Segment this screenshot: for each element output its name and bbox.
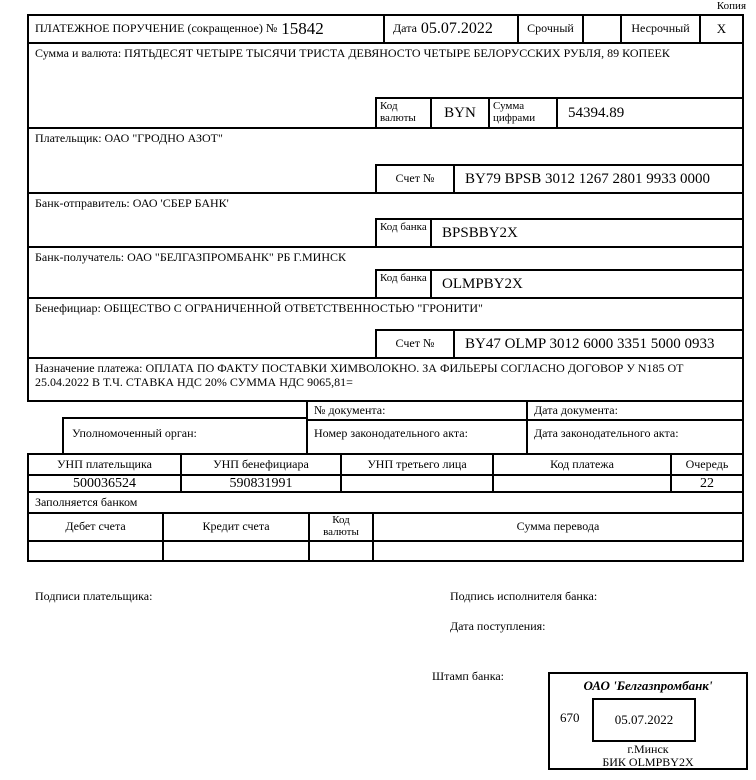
transfer-amount-header: Сумма перевода [372, 512, 744, 542]
copy-label: Копия [716, 0, 746, 12]
receipt-date-label: Дата поступления: [450, 619, 546, 633]
currency-code-header: Код валюты [308, 512, 374, 542]
bank-fill-label: Заполняется банком [27, 491, 744, 514]
date-label: Дата [393, 21, 417, 36]
purpose-section [27, 357, 744, 402]
authorized-body-cell: Уполномоченный орган: [62, 417, 308, 455]
payer-account-label: Счет № [375, 164, 455, 194]
date-value: 05.07.2022 [420, 20, 493, 37]
receiver-bank-line: Банк-получатель: ОАО "БЕЛГАЗПРОМБАНК" РБ Г.МИНСК [35, 250, 346, 264]
non-urgent-mark-cell: X [699, 14, 744, 44]
amount-figures-value: 54394.89 [556, 97, 744, 129]
payer-line: Плательщик: ОАО "ГРОДНО АЗОТ" [35, 131, 223, 145]
stamp-code: 670 [560, 710, 580, 725]
beneficiary-account-value: BY47 OLMP 3012 6000 3351 5000 0933 [453, 329, 744, 359]
bank-stamp [548, 672, 748, 770]
stamp-bik: БИК OLMPBY2X [602, 755, 694, 769]
bank-stamp-label: Штамп банка: [432, 669, 504, 683]
act-date-cell: Дата законодательного акта: [526, 419, 744, 455]
bank-executor-signature-label: Подпись исполнителя банка: [450, 589, 598, 603]
currency-code-label: Код валюты [375, 97, 432, 129]
sender-bank-line: Банк-отправитель: ОАО 'СБЕР БАНК' [35, 196, 229, 210]
unp-header-payer: УНП плательщика [27, 453, 182, 476]
receiver-bank-code-label: Код банка [375, 269, 432, 299]
payment-purpose: Назначение платежа: ОПЛАТА ПО ФАКТУ ПОСТАВКИ ХИМВОЛОКНО. ЗА ФИЛЬЕРЫ СОГЛАСНО ДОГОВОР У N185 ОТ 25.04.2022 В Т.Ч. СТАВКА НДС 20% СУММА НДС 9065,81= [35, 361, 684, 389]
debit-account-value [27, 540, 164, 562]
stamp-bank-name: ОАО 'Белгазпромбанк' [583, 678, 713, 693]
unp-value-queue: 22 [670, 474, 744, 493]
order-number: 15842 [281, 19, 324, 38]
stamp-city: г.Минск [627, 742, 669, 756]
stamp-date-box: 05.07.2022 [592, 698, 696, 742]
unp-header-beneficiary: УНП бенефициара [180, 453, 342, 476]
unp-value-beneficiary: 590831991 [180, 474, 342, 493]
currency-code-value: BYN [430, 97, 490, 129]
payer-account-value: BY79 BPSB 3012 1267 2801 9933 0000 [453, 164, 744, 194]
beneficiary-account-label: Счет № [375, 329, 455, 359]
payment-order-title: ПЛАТЕЖНОЕ ПОРУЧЕНИЕ (сокращенное) № [35, 21, 278, 36]
credit-account-value [162, 540, 310, 562]
unp-header-payment-code: Код платежа [492, 453, 672, 476]
amount-words: Сумма и валюта: ПЯТЬДЕСЯТ ЧЕТЫРЕ ТЫСЯЧИ ТРИСТА ДЕВЯНОСТО ЧЕТЫРЕ БЕЛОРУССКИХ РУБЛЯ, 89 КОПЕЕК [35, 46, 670, 60]
doc-date-cell: Дата документа: [526, 400, 744, 421]
credit-account-header: Кредит счета [162, 512, 310, 542]
payer-signatures-label: Подписи плательщика: [35, 589, 153, 603]
unp-value-payer: 500036524 [27, 474, 182, 493]
sender-bank-code-value: BPSBBY2X [430, 218, 744, 248]
header-date-cell [383, 14, 519, 44]
unp-header-queue: Очередь [670, 453, 744, 476]
beneficiary-line: Бенефициар: ОБЩЕСТВО С ОГРАНИЧЕННОЙ ОТВЕТСТВЕННОСТЬЮ "ГРОНИТИ" [35, 301, 483, 315]
header-title-cell [27, 14, 385, 44]
transfer-amount-value [372, 540, 744, 562]
unp-header-third-party: УНП третьего лица [340, 453, 494, 476]
receiver-bank-code-value: OLMPBY2X [430, 269, 744, 299]
act-number-cell: Номер законодательного акта: [306, 419, 528, 455]
doc-number-cell: № документа: [306, 400, 528, 421]
currency-code-cell [308, 540, 374, 562]
sender-bank-code-label: Код банка [375, 218, 432, 248]
urgent-label-cell: Срочный [517, 14, 584, 44]
non-urgent-label-cell: Несрочный [620, 14, 701, 44]
urgent-mark-cell [582, 14, 622, 44]
debit-account-header: Дебет счета [27, 512, 164, 542]
amount-figures-label: Сумма цифрами [488, 97, 558, 129]
